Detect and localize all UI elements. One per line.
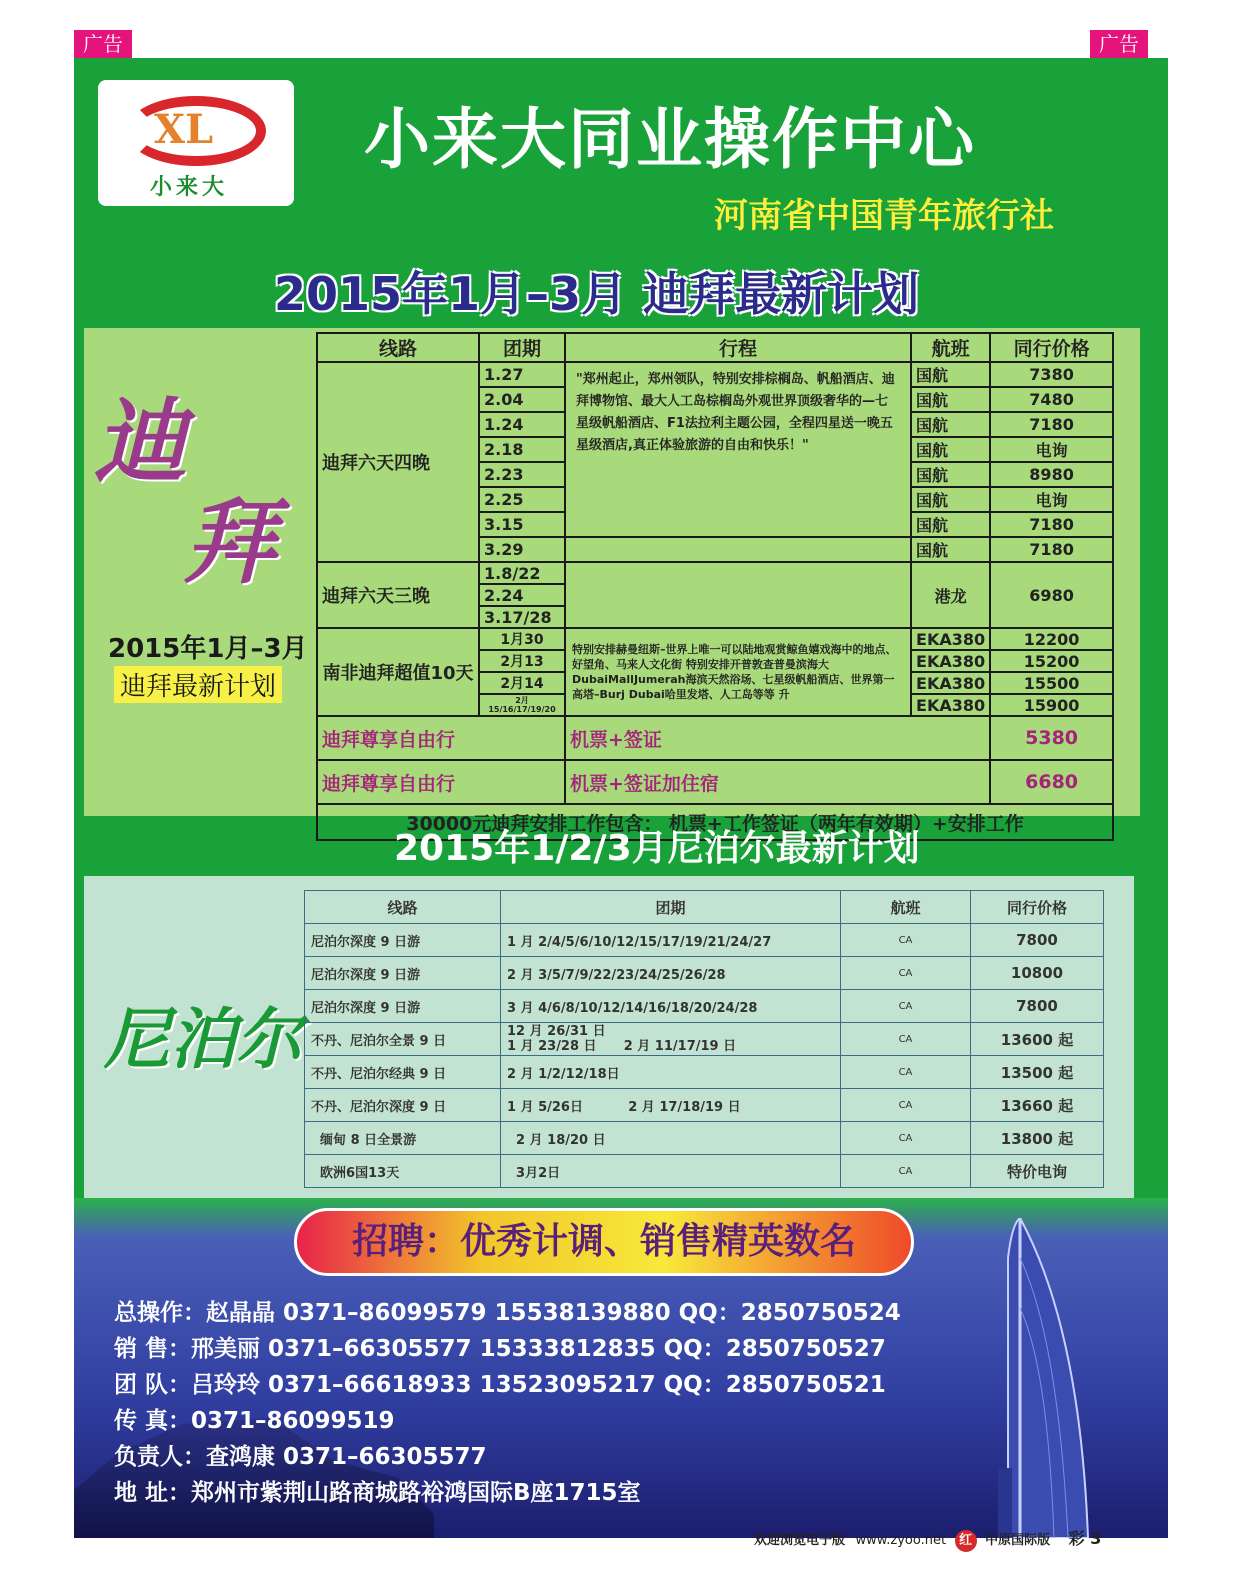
tour-date: 1 月 2/4/5/6/10/12/15/17/19/21/24/27 <box>501 924 841 957</box>
logo-emblem <box>126 96 266 166</box>
flight: CA <box>841 1122 971 1155</box>
flight: EKA380 <box>911 650 990 672</box>
tour-date: 12 月 26/31 日 1 月 23/28 日 2 月 11/17/19 日 <box>501 1023 841 1056</box>
tour-date: 3.17/28 <box>479 606 565 628</box>
tour-date: 2月14 <box>479 672 565 694</box>
itinerary: "郑州起止，郑州领队，特别安排棕榈岛、帆船酒店、迪拜博物馆、最大人工岛棕榈岛外观世界顶级奢华的—七星级帆船酒店、F1法拉利主题公园，全程四星送一晚五星级酒店,真正体验旅游的自由和快乐！" <box>565 362 911 537</box>
dubai-calligraphy <box>94 388 277 596</box>
flight: CA <box>841 1056 971 1089</box>
tour-date: 1.8/22 <box>479 562 565 584</box>
nepal-plan-title: 2015年1/2/3月尼泊尔最新计划 <box>394 828 920 869</box>
table-row <box>305 1023 1104 1056</box>
route-name: 南非迪拜超值10天 <box>317 628 479 716</box>
tour-date: 2月13 <box>479 650 565 672</box>
price: 电询 <box>990 487 1113 512</box>
route-name: 缅甸 8 日全景游 <box>305 1122 501 1155</box>
flight: CA <box>841 924 971 957</box>
logo <box>98 80 294 206</box>
itinerary-empty <box>565 537 911 562</box>
price: 6680 <box>990 760 1113 804</box>
flight: CA <box>841 1089 971 1122</box>
price: 8980 <box>990 462 1113 487</box>
col-flight: 航班 <box>841 891 971 924</box>
contact-line: 团 队：吕玲玲 0371–66618933 13523095217 QQ：2850750521 <box>114 1372 886 1398</box>
page-number: 彩 3 <box>1068 1529 1102 1548</box>
route-name: 不丹、尼泊尔经典 9 日 <box>305 1056 501 1089</box>
flight: 国航 <box>911 362 990 387</box>
dubai-panel <box>84 328 1140 835</box>
tour-date: 2.25 <box>479 487 565 512</box>
table-row <box>305 1122 1104 1155</box>
price: 6980 <box>990 562 1113 628</box>
price: 13600 起 <box>971 1023 1104 1056</box>
table-header-row <box>317 333 1113 362</box>
table-row <box>317 760 1113 804</box>
dubai-side-plan: 迪拜最新计划 <box>114 666 282 703</box>
flight: EKA380 <box>911 628 990 650</box>
col-flight: 航班 <box>911 333 990 362</box>
footer-edition: 中原国际版 <box>985 1533 1051 1548</box>
col-itinerary: 行程 <box>565 333 911 362</box>
price: 15500 <box>990 672 1113 694</box>
flight: 国航 <box>911 487 990 512</box>
col-price: 同行价格 <box>971 891 1104 924</box>
dubai-table <box>316 332 1114 841</box>
tour-date: 2月15/16/17/19/20 <box>479 694 565 716</box>
price: 13500 起 <box>971 1056 1104 1089</box>
nepal-calligraphy: 尼泊尔 <box>104 1000 302 1078</box>
dubai-plan-title: 2015年1月–3月 迪拜最新计划 <box>274 267 920 321</box>
table-row <box>317 562 1113 584</box>
contact-section <box>74 1198 1168 1538</box>
burj-al-arab-image <box>968 1218 1098 1538</box>
price: 电询 <box>990 437 1113 462</box>
nepal-table <box>304 890 1104 1188</box>
price: 15900 <box>990 694 1113 716</box>
flight: 港龙 <box>911 562 990 628</box>
flight: CA <box>841 1155 971 1188</box>
recruit-banner: 招聘：优秀计调、销售精英数名 <box>294 1208 914 1276</box>
col-route: 线路 <box>317 333 479 362</box>
flight: 国航 <box>911 412 990 437</box>
route-name: 尼泊尔深度 9 日游 <box>305 924 501 957</box>
flight: 国航 <box>911 537 990 562</box>
dubai-char-2: 拜 <box>184 488 277 596</box>
col-price: 同行价格 <box>990 333 1113 362</box>
price: 13660 起 <box>971 1089 1104 1122</box>
free-trip-name: 迪拜尊享自由行 <box>317 760 565 804</box>
itinerary-empty <box>565 562 911 628</box>
tour-date: 1 月 5/26日 2 月 17/18/19 日 <box>501 1089 841 1122</box>
price: 7380 <box>990 362 1113 387</box>
table-row <box>317 716 1113 760</box>
contact-line: 传 真：0371–86099519 <box>114 1408 395 1434</box>
route-name: 尼泊尔深度 9 日游 <box>305 957 501 990</box>
price: 7800 <box>971 990 1104 1023</box>
price: 7180 <box>990 512 1113 537</box>
tour-date: 2 月 3/5/7/9/22/23/24/25/26/28 <box>501 957 841 990</box>
tour-date: 3.29 <box>479 537 565 562</box>
footer-text: 欢迎浏览电子版 <box>754 1533 846 1548</box>
tour-date: 2 月 18/20 日 <box>501 1122 841 1155</box>
contact-line: 总操作：赵晶晶 0371–86099579 15538139880 QQ：2850750524 <box>114 1300 901 1326</box>
col-date: 团期 <box>501 891 841 924</box>
contact-line: 地 址：郑州市紫荆山路商城路裕鸿国际B座1715室 <box>114 1480 641 1506</box>
flight: 国航 <box>911 512 990 537</box>
flight: 国航 <box>911 437 990 462</box>
table-row <box>305 924 1104 957</box>
tour-date: 1.27 <box>479 362 565 387</box>
flight: CA <box>841 957 971 990</box>
tour-date: 3.15 <box>479 512 565 537</box>
tour-date: 1.24 <box>479 412 565 437</box>
contact-line: 负责人：查鸿康 0371–66305577 <box>114 1444 487 1470</box>
logo-text: 小来大 <box>150 175 229 200</box>
route-name: 不丹、尼泊尔全景 9 日 <box>305 1023 501 1056</box>
price: 7480 <box>990 387 1113 412</box>
tour-date: 2.23 <box>479 462 565 487</box>
price: 12200 <box>990 628 1113 650</box>
flight: 国航 <box>911 387 990 412</box>
page-footer <box>754 1526 1101 1552</box>
ad-tag-right: 广告 <box>1090 30 1148 58</box>
price: 7800 <box>971 924 1104 957</box>
free-trip-content: 机票+签证 <box>565 716 990 760</box>
table-row <box>305 1155 1104 1188</box>
tour-date: 2.24 <box>479 584 565 606</box>
table-row <box>305 1089 1104 1122</box>
col-date: 团期 <box>479 333 565 362</box>
nepal-panel <box>84 876 1134 1200</box>
tour-date: 2.18 <box>479 437 565 462</box>
dubai-char-1: 迪 <box>94 388 187 496</box>
table-header-row <box>305 891 1104 924</box>
table-row <box>305 957 1104 990</box>
table-row <box>305 990 1104 1023</box>
price: 特价电询 <box>971 1155 1104 1188</box>
flight: EKA380 <box>911 694 990 716</box>
flight: 国航 <box>911 462 990 487</box>
page-subtitle: 河南省中国青年旅行社 <box>714 196 1054 236</box>
route-name: 迪拜六天三晚 <box>317 562 479 628</box>
price: 15200 <box>990 650 1113 672</box>
work-note: 30000元迪拜安排工作包含： 机票+工作签证（两年有效期）+安排工作 <box>317 804 1113 840</box>
price: 5380 <box>990 716 1113 760</box>
table-row <box>317 628 1113 650</box>
ad-tag-left: 广告 <box>74 30 132 58</box>
route-name: 欧洲6国13天 <box>305 1155 501 1188</box>
flight: EKA380 <box>911 672 990 694</box>
tour-date: 2 月 1/2/12/18日 <box>501 1056 841 1089</box>
table-row <box>317 362 1113 387</box>
free-trip-name: 迪拜尊享自由行 <box>317 716 565 760</box>
price: 7180 <box>990 537 1113 562</box>
tour-date: 1月30 <box>479 628 565 650</box>
price: 7180 <box>990 412 1113 437</box>
tour-date: 3月2日 <box>501 1155 841 1188</box>
contact-line: 销 售：邢美丽 0371–66305577 15333812835 QQ：2850750527 <box>114 1336 886 1362</box>
edition-badge-icon: 红 <box>955 1530 977 1552</box>
flight: CA <box>841 990 971 1023</box>
tour-date: 3 月 4/6/8/10/12/14/16/18/20/24/28 <box>501 990 841 1023</box>
route-name: 迪拜六天四晚 <box>317 362 479 562</box>
route-name: 尼泊尔深度 9 日游 <box>305 990 501 1023</box>
price: 13800 起 <box>971 1122 1104 1155</box>
route-name: 不丹、尼泊尔深度 9 日 <box>305 1089 501 1122</box>
itinerary: 特别安排赫曼纽斯–世界上唯一可以陆地观赏鲸鱼嬉戏海中的地点、好望角、马来人文化街 特别安排开普敦查普曼滨海大DubaiMallJumerah海滨天然浴场、七星级帆船酒店、世界第一高塔–Burj Dubai哈里发塔、人工岛等等 升 <box>565 628 911 716</box>
ad-main <box>74 58 1168 1538</box>
free-trip-content: 机票+签证加住宿 <box>565 760 990 804</box>
page-title: 小来大同业操作中心 <box>364 101 976 178</box>
price: 10800 <box>971 957 1104 990</box>
dubai-side-date: 2015年1月–3月 <box>108 634 308 664</box>
footer-url[interactable]: www.zyoo.net <box>855 1533 947 1548</box>
tour-date: 2.04 <box>479 387 565 412</box>
col-route: 线路 <box>305 891 501 924</box>
flight: CA <box>841 1023 971 1056</box>
table-row <box>305 1056 1104 1089</box>
logo-letters: XL <box>154 106 214 153</box>
